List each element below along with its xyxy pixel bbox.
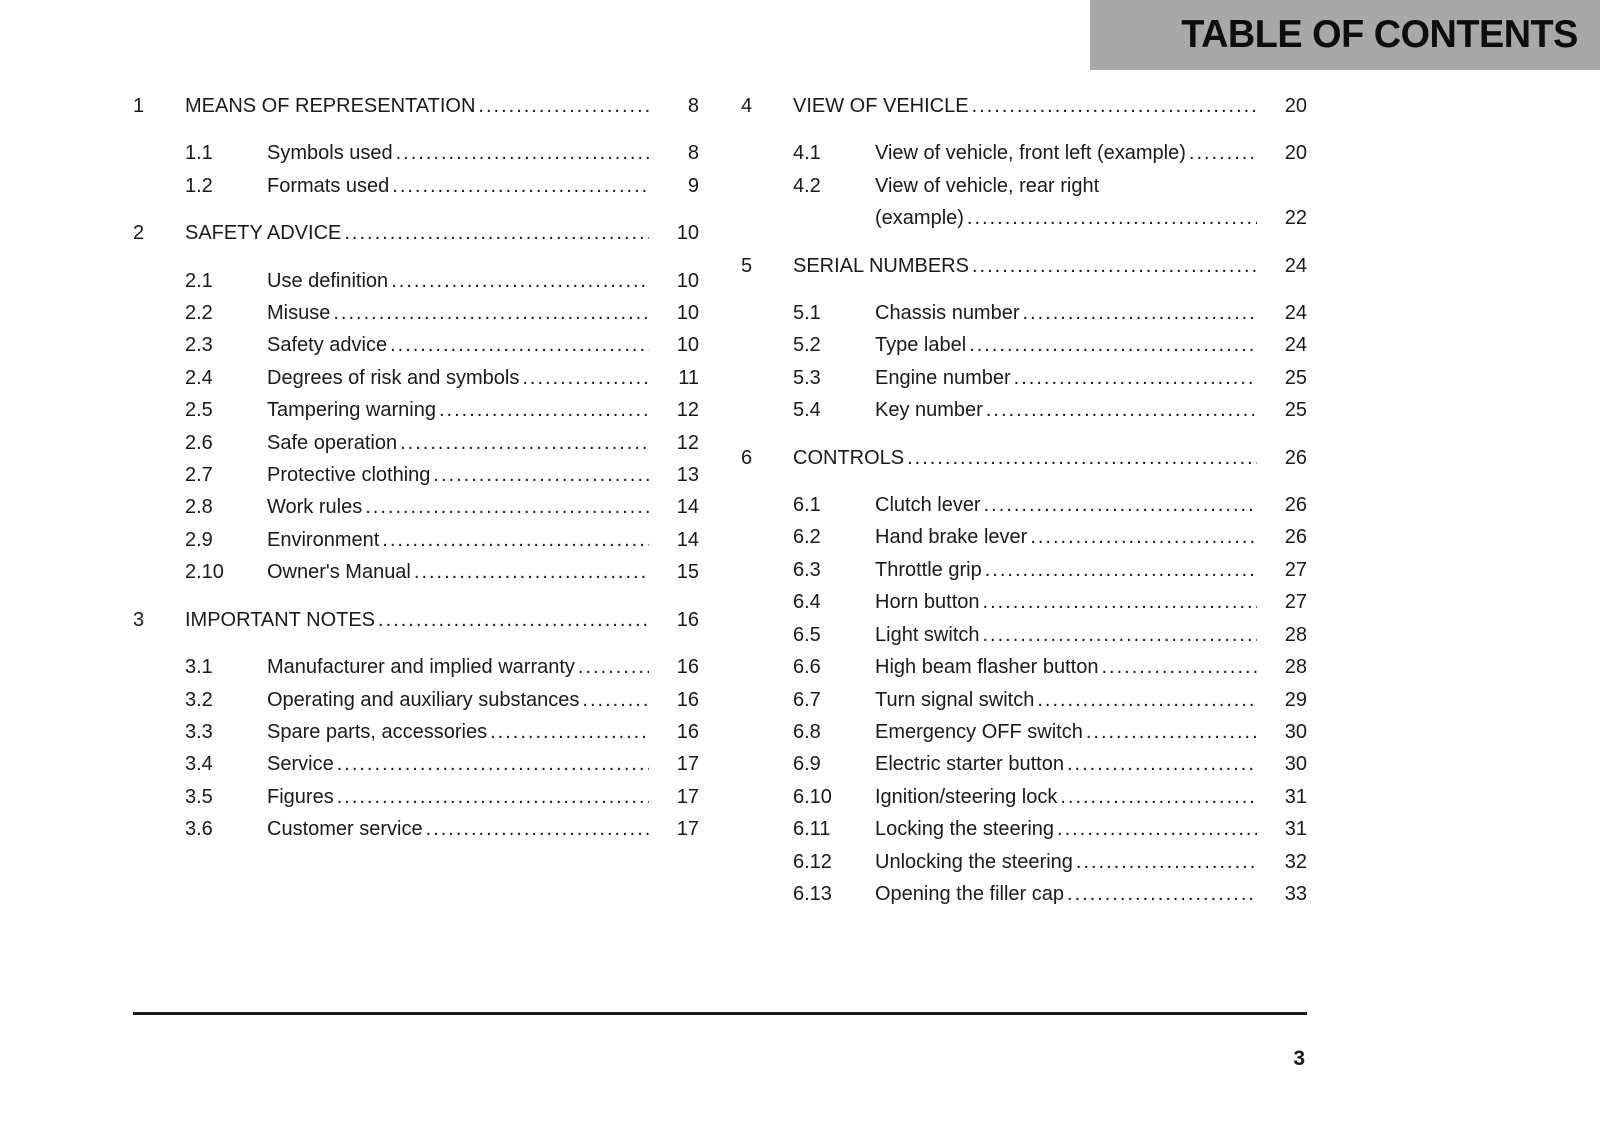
toc-entry: [741, 716, 1307, 748]
entry-page-number: 14: [676, 496, 699, 519]
entry-number: 2.1: [185, 269, 213, 292]
table-of-contents: [133, 90, 1307, 910]
entry-page-number: 10: [676, 334, 699, 357]
entry-page-number: 24: [1284, 302, 1307, 325]
entry-number: 1.2: [185, 174, 213, 197]
entry-title: Figures: [267, 785, 334, 808]
entry-title: Misuse: [267, 302, 331, 325]
entry-page-number: 24: [1284, 334, 1307, 357]
section-page-number: 26: [1284, 446, 1307, 469]
entry-title: (example): [875, 207, 964, 230]
dot-leader: [1037, 684, 1257, 716]
entry-title: Engine number: [875, 366, 1011, 389]
section-number: 3: [133, 608, 145, 631]
dot-leader: [439, 394, 649, 426]
toc-entry: [741, 846, 1307, 878]
entry-page-number: 16: [676, 720, 699, 743]
entry-number: 6.3: [793, 558, 821, 581]
entry-title: Electric starter button: [875, 753, 1064, 776]
dot-leader: [972, 250, 1257, 282]
dot-leader: [1101, 651, 1257, 683]
toc-entry: [133, 556, 699, 588]
dot-leader: [578, 651, 649, 683]
toc-entry: [133, 329, 699, 361]
toc-entry: [741, 781, 1307, 813]
dot-leader: [1086, 716, 1257, 748]
entry-page-number: 25: [1284, 399, 1307, 422]
entry-page-number: 33: [1284, 882, 1307, 905]
entry-title: Locking the steering: [875, 818, 1055, 841]
entry-title: Formats used: [267, 174, 390, 197]
entry-page-number: 10: [676, 269, 699, 292]
entry-page-number: 32: [1284, 850, 1307, 873]
dot-leader: [490, 716, 649, 748]
toc-entry: [741, 489, 1307, 521]
section-entries: [133, 265, 699, 589]
toc-entry: [133, 297, 699, 329]
entry-title: Light switch: [875, 623, 980, 646]
dot-leader: [582, 684, 649, 716]
toc-section: [133, 90, 699, 202]
entry-page-number: 9: [687, 174, 699, 197]
entry-number: 1.1: [185, 142, 213, 165]
dot-leader: [983, 619, 1258, 651]
section-entries: [133, 137, 699, 202]
section-title: MEANS OF REPRESENTATION: [185, 95, 476, 117]
entry-title: Clutch lever: [875, 494, 981, 517]
toc-entry: [741, 329, 1307, 361]
entry-number: 5.4: [793, 399, 821, 422]
entry-number: 3.5: [185, 785, 213, 808]
toc-entry: [133, 651, 699, 683]
dot-leader: [391, 265, 649, 297]
entry-number: 2.2: [185, 302, 213, 325]
entry-title: Safe operation: [267, 431, 398, 454]
entry-title: Owner's Manual: [267, 561, 411, 584]
entry-number: 2.7: [185, 464, 213, 487]
entry-number: 6.4: [793, 591, 821, 614]
entry-page-number: 31: [1284, 785, 1307, 808]
entry-page-number: 20: [1284, 142, 1307, 165]
entry-number: 6.5: [793, 623, 821, 646]
entry-title: Throttle grip: [875, 558, 982, 581]
entry-title: Use definition: [267, 269, 389, 292]
entry-title: Operating and auxiliary substances: [267, 688, 580, 711]
entry-number: 3.4: [185, 753, 213, 776]
entry-page-number: 30: [1284, 720, 1307, 743]
entry-number: 6.13: [793, 882, 832, 905]
entry-number: 3.1: [185, 656, 213, 679]
entry-number: 6.12: [793, 850, 832, 873]
entry-page-number: 11: [678, 366, 699, 389]
section-page-number: 10: [676, 222, 699, 245]
toc-entry: [741, 813, 1307, 845]
dot-leader: [907, 442, 1257, 474]
toc-entry: [741, 651, 1307, 683]
toc-section-heading: [741, 250, 1307, 282]
toc-entry: [133, 170, 699, 202]
entry-page-number: 27: [1284, 558, 1307, 581]
toc-entry: [741, 586, 1307, 618]
toc-entry: [133, 781, 699, 813]
toc-section: [741, 442, 1307, 911]
dot-leader: [1060, 781, 1257, 813]
entry-page-number: 17: [676, 818, 699, 841]
section-number: 4: [741, 95, 753, 117]
section-entries: [741, 137, 1307, 234]
toc-entry: [133, 813, 699, 845]
footer-page-number: 3: [1293, 1047, 1305, 1070]
toc-entry: [741, 137, 1307, 169]
dot-leader: [1030, 521, 1257, 553]
dot-leader: [986, 394, 1257, 426]
entry-page-number: 14: [676, 528, 699, 551]
entry-number: 2.9: [185, 528, 213, 551]
toc-section-heading: [741, 442, 1307, 474]
section-title: IMPORTANT NOTES: [185, 608, 376, 631]
entry-page-number: 8: [687, 142, 699, 165]
toc-section-heading: [741, 90, 1307, 122]
entry-title: Symbols used: [267, 142, 393, 165]
entry-page-number: 31: [1284, 818, 1307, 841]
entry-page-number: 26: [1284, 526, 1307, 549]
toc-entry: [133, 427, 699, 459]
dot-leader: [1076, 846, 1257, 878]
entry-title: Unlocking the steering: [875, 850, 1073, 873]
dot-leader: [1057, 813, 1257, 845]
entry-page-number: 28: [1284, 623, 1307, 646]
entry-page-number: 12: [676, 431, 699, 454]
dot-leader: [392, 170, 649, 202]
section-number: 6: [741, 446, 753, 469]
entry-number: 3.6: [185, 818, 213, 841]
toc-entry: [741, 170, 1307, 202]
entry-title: Customer service: [267, 818, 423, 841]
entry-title: Key number: [875, 399, 983, 422]
entry-number: 5.1: [793, 302, 821, 325]
section-page-number: 24: [1284, 254, 1307, 277]
entry-page-number: 28: [1284, 656, 1307, 679]
section-number: 2: [133, 222, 145, 245]
dot-leader: [337, 781, 649, 813]
entry-page-number: 27: [1284, 591, 1307, 614]
toc-entry: [741, 554, 1307, 586]
entry-title: Chassis number: [875, 302, 1020, 325]
entry-number: 6.11: [793, 818, 831, 841]
page-footer: [133, 1012, 1307, 1071]
dot-leader: [478, 90, 649, 122]
entry-page-number: 17: [676, 785, 699, 808]
entry-title: Work rules: [267, 496, 363, 519]
toc-entry: [741, 362, 1307, 394]
section-number: 5: [741, 254, 753, 277]
footer-rule: [133, 1012, 1307, 1015]
toc-entry: [133, 459, 699, 491]
toc-section-heading: [133, 604, 699, 636]
toc-entry: [133, 716, 699, 748]
dot-leader: [972, 90, 1257, 122]
entry-page-number: 25: [1284, 366, 1307, 389]
entry-number: 3.3: [185, 720, 213, 743]
toc-entry: [133, 684, 699, 716]
section-entries: [133, 651, 699, 845]
dot-leader: [382, 524, 649, 556]
dot-leader: [1014, 362, 1257, 394]
page-title: TABLE OF CONTENTS: [1181, 13, 1578, 56]
entry-title: Service: [267, 753, 334, 776]
toc-column-2: [741, 90, 1307, 910]
toc-entry: [741, 748, 1307, 780]
dot-leader: [344, 217, 649, 249]
dot-leader: [400, 427, 649, 459]
entry-number: 6.2: [793, 526, 821, 549]
dot-leader: [390, 329, 649, 361]
toc-entry: [741, 684, 1307, 716]
entry-title: View of vehicle, front left (example): [875, 142, 1186, 165]
entry-title: Spare parts, accessories: [267, 720, 488, 743]
section-title: VIEW OF VEHICLE: [793, 95, 969, 117]
dot-leader: [396, 137, 649, 169]
entry-title: Safety advice: [267, 334, 388, 357]
entry-number: 5.2: [793, 334, 821, 357]
toc-section: [741, 250, 1307, 427]
entry-title: Hand brake lever: [875, 526, 1028, 549]
entry-page-number: 29: [1284, 688, 1307, 711]
entry-number: 6.6: [793, 656, 821, 679]
toc-entry: [133, 137, 699, 169]
section-page-number: 20: [1284, 95, 1307, 117]
entry-number: 3.2: [185, 688, 213, 711]
entry-title: High beam flasher button: [875, 656, 1099, 679]
entry-number: 2.10: [185, 561, 224, 584]
dot-leader: [1067, 878, 1257, 910]
entry-number: 2.8: [185, 496, 213, 519]
toc-section: [741, 90, 1307, 235]
entry-page-number: 22: [1284, 207, 1307, 230]
entry-title: Environment: [267, 528, 380, 551]
dot-leader: [984, 489, 1257, 521]
toc-section-heading: [133, 90, 699, 122]
entry-title: Type label: [875, 334, 967, 357]
toc-entry: [741, 878, 1307, 910]
toc-entry: [741, 202, 1307, 234]
dot-leader: [967, 202, 1257, 234]
entry-title: Ignition/steering lock: [875, 785, 1058, 808]
entry-page-number: 13: [676, 464, 699, 487]
dot-leader: [985, 554, 1257, 586]
entry-title: Manufacturer and implied warranty: [267, 656, 575, 679]
entry-number: 2.4: [185, 366, 213, 389]
toc-column-1: [133, 90, 699, 910]
dot-leader: [1189, 137, 1257, 169]
section-page-number: 16: [676, 608, 699, 631]
dot-leader: [365, 491, 649, 523]
toc-entry: [133, 362, 699, 394]
toc-entry: [741, 619, 1307, 651]
entry-title: View of vehicle, rear right: [875, 174, 1100, 197]
toc-entry: [133, 524, 699, 556]
entry-number: 6.1: [793, 494, 821, 517]
dot-leader: [983, 586, 1257, 618]
section-entries: [741, 297, 1307, 427]
entry-title: Protective clothing: [267, 464, 431, 487]
section-title: CONTROLS: [793, 446, 905, 469]
entry-page-number: 16: [676, 688, 699, 711]
toc-section: [133, 604, 699, 846]
toc-columns: [133, 90, 1307, 910]
page-header-banner: [1090, 0, 1600, 70]
toc-entry: [741, 521, 1307, 553]
entry-number: 6.8: [793, 720, 821, 743]
entry-page-number: 26: [1284, 494, 1307, 517]
dot-leader: [337, 748, 649, 780]
entry-number: 6.9: [793, 753, 821, 776]
dot-leader: [969, 329, 1257, 361]
dot-leader: [414, 556, 649, 588]
entry-title: Degrees of risk and symbols: [267, 366, 520, 389]
entry-number: 5.3: [793, 366, 821, 389]
toc-entry: [741, 394, 1307, 426]
section-number: 1: [133, 95, 145, 117]
toc-entry: [133, 265, 699, 297]
dot-leader: [522, 362, 649, 394]
entry-page-number: 30: [1284, 753, 1307, 776]
section-title: SAFETY ADVICE: [185, 222, 342, 245]
entry-page-number: 16: [676, 656, 699, 679]
entry-page-number: 12: [676, 399, 699, 422]
entry-number: 6.10: [793, 785, 832, 808]
entry-number: 2.5: [185, 399, 213, 422]
section-title: SERIAL NUMBERS: [793, 254, 969, 277]
entry-number: 4.2: [793, 174, 821, 197]
entry-page-number: 15: [676, 561, 699, 584]
entry-title: Tampering warning: [267, 399, 436, 422]
entry-number: 4.1: [793, 142, 821, 165]
entry-page-number: 17: [676, 753, 699, 776]
entry-number: 2.6: [185, 431, 213, 454]
section-entries: [741, 489, 1307, 910]
toc-entry: [133, 491, 699, 523]
toc-entry: [133, 748, 699, 780]
dot-leader: [333, 297, 649, 329]
toc-entry: [133, 394, 699, 426]
entry-title: Turn signal switch: [875, 688, 1035, 711]
dot-leader: [1023, 297, 1257, 329]
entry-number: 6.7: [793, 688, 821, 711]
dot-leader: [433, 459, 649, 491]
entry-title: Opening the filler cap: [875, 882, 1065, 905]
toc-entry: [741, 297, 1307, 329]
entry-page-number: 10: [676, 302, 699, 325]
toc-section: [133, 217, 699, 588]
entry-number: 2.3: [185, 334, 213, 357]
dot-leader: [426, 813, 649, 845]
toc-section-heading: [133, 217, 699, 249]
section-page-number: 8: [687, 95, 699, 117]
entry-title: Emergency OFF switch: [875, 720, 1083, 743]
dot-leader: [378, 604, 649, 636]
dot-leader: [1067, 748, 1257, 780]
entry-title: Horn button: [875, 591, 980, 614]
